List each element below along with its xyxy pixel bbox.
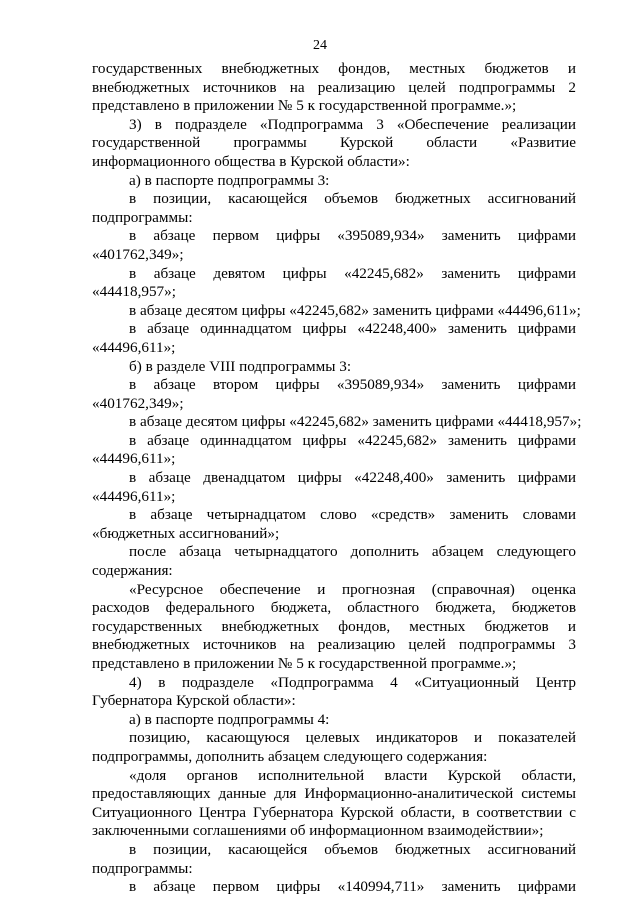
text-line: заключенными соглашениями об информационном взаимодействии»;: [92, 822, 544, 840]
text-line: подпрограммы:: [92, 208, 193, 226]
text-line: в позиции, касающейся объемов бюджетных ассигнований: [129, 190, 576, 208]
text-line: «Ресурсное обеспечение и прогнозная (справочная) оценка: [129, 580, 576, 598]
text-line: внебюджетных источников на реализацию целей подпрограммы 3: [92, 636, 576, 654]
text-line: в абзаце двенадцатом цифры «42248,400» заменить цифрами: [129, 469, 576, 487]
text-line: а) в паспорте подпрограммы 4:: [129, 710, 330, 728]
text-line: Ситуационного Центра Губернатора Курской области, в соответствии с: [92, 803, 576, 821]
document-body: [92, 60, 582, 897]
text-line: «бюджетных ассигнований»;: [92, 524, 280, 542]
text-line: в абзаце четырнадцатом слово «средств» заменить словами: [129, 506, 576, 524]
text-line: «44496,611»;: [92, 338, 176, 356]
text-line: в абзаце девятом цифры «42245,682» заменить цифрами: [129, 264, 576, 282]
page-number: 24: [313, 38, 327, 53]
text-line: «доля органов исполнительной власти Курской области,: [129, 766, 576, 784]
text-line: в позиции, касающейся объемов бюджетных ассигнований: [129, 840, 576, 858]
text-line: представлено в приложении № 5 к государственной программе.»;: [92, 655, 517, 672]
text-line: «44418,957»;: [92, 283, 176, 301]
text-line: Губернатора Курской области»:: [92, 692, 296, 710]
text-line: в абзаце втором цифры «395089,934» заменить цифрами: [129, 376, 576, 394]
text-line: подпрограммы, дополнить абзацем следующего содержания:: [92, 747, 488, 765]
text-line: представлено в приложении № 5 к государственной программе.»;: [92, 97, 517, 115]
text-line: в абзаце первом цифры «140994,711» заменить цифрами: [129, 878, 576, 896]
text-line: б) в разделе VIII подпрограммы 3:: [129, 357, 352, 375]
text-line: «401762,349»;: [92, 245, 184, 263]
text-line: после абзаца четырнадцатого дополнить абзацем следующего: [129, 543, 576, 561]
text-line: государственных внебюджетных фондов, местных бюджетов и: [92, 617, 576, 635]
text-line: расходов федерального бюджета, областного бюджета, бюджетов: [92, 599, 576, 617]
text-line: «44496,611»;: [92, 487, 176, 505]
text-line: позицию, касающуюся целевых индикаторов и показателей: [129, 729, 576, 747]
text-line: «44496,611»;: [92, 450, 176, 468]
text-line: государственной программы Курской области «Развитие: [92, 134, 576, 152]
text-line: в абзаце первом цифры «395089,934» заменить цифрами: [129, 227, 576, 245]
text-line: государственных внебюджетных фондов, местных бюджетов и: [92, 60, 576, 77]
text-line: «401762,349»;: [92, 394, 184, 412]
text-line: 4) в подразделе «Подпрограмма 4 «Ситуационный Центр: [129, 673, 576, 691]
text-line: предоставляющих данные для Информационно-аналитической системы: [92, 785, 576, 803]
text-line: а) в паспорте подпрограммы 3:: [129, 171, 330, 189]
text-line: внебюджетных источников на реализацию целей подпрограммы 2: [92, 78, 576, 96]
text-line: в абзаце одиннадцатом цифры «42248,400» заменить цифрами: [129, 320, 576, 338]
text-line: 3) в подразделе «Подпрограмма 3 «Обеспечение реализации: [129, 115, 576, 133]
text-line: содержания:: [92, 562, 173, 580]
text-line: подпрограммы:: [92, 859, 193, 877]
text-line: информационного общества в Курской области»:: [92, 152, 410, 170]
text-line: в абзаце десятом цифры «42245,682» заменить цифрами «44418,957»;: [129, 413, 582, 431]
text-line: в абзаце одиннадцатом цифры «42245,682» заменить цифрами: [129, 431, 576, 449]
text-line: в абзаце десятом цифры «42245,682» заменить цифрами «44496,611»;: [129, 301, 581, 319]
